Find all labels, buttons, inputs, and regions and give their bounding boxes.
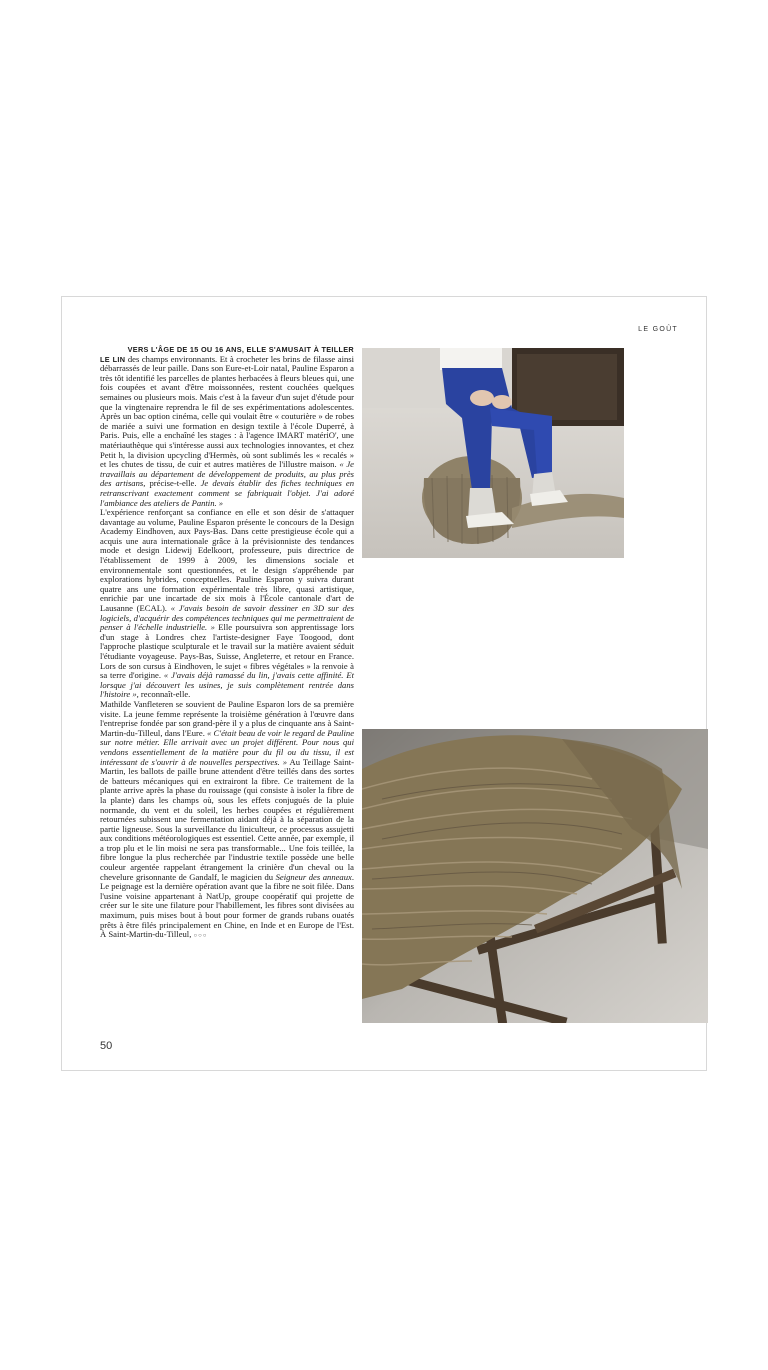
text-run: L'expérience renforçant sa confiance en elle et son désir de s'attaquer davantage au volume, Pauline Esparon présente le concours de la Design Academy Eindhoven, aux Pays-Bas. Dans cette prestigieuse école qui a acquis une aura internationale grâce à la prévisionniste des tendances mode et design Lidewij Edelkoort, professeure, puis directrice de l'établissement de 1999 à 2009, les dimensions sociale et environnementale sont questionnées, et le design s'appréhende par explorations hybrides, conceptuelles. Pauline Esparon y suivra durant quatre ans une formation expérimentale très libre, quasi artistique, enrichie par une incartade de six mois à l'École cantonale d'art de Lausanne (ECAL). (100, 507, 354, 614)
continue-mark: ○○○ (193, 933, 208, 940)
quote: « J'avais déjà ramassé du lin, j'avais cette affinité. Et lorsque j'ai découvert les usines, je suis complètement rentrée dans l'histoire », (100, 670, 354, 700)
paragraph-2 (100, 508, 354, 700)
paragraph-3 (100, 700, 354, 942)
text-run: Elle poursuivra son apprentissage lors d'un stage à Londres chez l'artiste-designer Faye Toogood, dont l'approche plastique sculpturale et le travail sur la matière avaient séduit l'étudiante voyageuse. Pays-Bas, Suisse, Angleterre, et retour en France. Lors de son cursus à Eindhoven, le sujet « fibres végétales » la renvoie à sa terre d'origine. (100, 622, 354, 681)
text-run: . Le peignage est la dernière opération avant que la fibre ne soit filée. Dans l'usine voisine appartenant à NatUp, groupe coopératif qui projette de créer sur le site une filature pour l'habillement, les fibres sont divisées au maximum, puis mises bout à bout pour former de grands rubans ouatés prêts à être filés principalement en Chine, en Inde et en Europe de l'Est. À Saint-Martin-du-Tilleul, (100, 871, 354, 940)
text-run: précise-t-elle. (145, 478, 201, 489)
section-label: LE GOÛT (638, 326, 678, 333)
text-run: Au Teillage Saint-Martin, les ballots de paille brune attendent d'être teillés dans des sortes de batteurs mécaniques qui en extrairont la fibre. Ce traitement de la plante arrive après la phase du rouissage (qui consiste à isoler la fibre de la plante) dans les champs où, sous les effets conjugués de la pluie normande, du vent et du soleil, les herbes coupées et régulièrement retournées subissent une fermentation aidant déjà à la séparation de la partie ligneuse. Sous la surveillance du liniculteur, ce processus assujetti aux conditions météorologiques est essentiel. Cette année, par exemple, il a trop plu et le lin moisi ne sera pas transformable... Une fois teillée, la fibre longue la plus recherchée par l'industrie textile possède une belle couleur argentée rappelant étrangement la crinière d'un cheval ou la chevelure grisonnante de Gandalf, le magicien du (100, 756, 354, 882)
article-body (100, 345, 354, 942)
quote: « C'était beau de voir le regard de Pauline sur notre métier. Elle arrivait avec un projet différent. Pour nous qui vendons essentiellement de la matière pour du fil ou du tissu, il est intéressant de s'ouvrir à de nouvelles perspectives. » (100, 727, 355, 767)
book-title: Seigneur des anneaux (275, 871, 352, 882)
page-number: 50 (100, 1040, 113, 1052)
magazine-page (61, 296, 707, 1071)
text-run: Mathilde Vanfleteren se souvient de Pauline Esparon lors de sa première visite. La jeune femme représente la troisième génération à l'œuvre dans l'entreprise fondée par son grand-père il y a plus de cinquante ans à Saint-Martin-du-Tilleul, dans l'Eure. (100, 698, 354, 738)
lead-in: VERS L'ÂGE DE 15 OU 16 ANS, ELLE S'AMUSAIT À TEILLER (127, 345, 354, 354)
text-run: reconnaît-elle. (138, 689, 191, 700)
paragraph-1 (100, 345, 354, 508)
quote: « J'avais besoin de savoir dessiner en 3D sur des logiciels, d'acquérir des compétences techniques qui me permettraient de penser à l'échelle industrielle. » (100, 603, 354, 633)
lead-in-continued: LE LIN (100, 354, 126, 364)
photo-flax-chair-illustration (362, 729, 708, 1023)
photo-flax-chair (362, 729, 708, 1023)
quote: Je devais établir des fiches techniques en retranscrivant exactement comment se fabriquait l'objet. J'ai adoré l'ambiance des ateliers de Pantin. » (100, 478, 355, 508)
quote: « Je travaillais au département de développement de produits, au plus près des artisans, (100, 459, 354, 489)
photo-seated-designer (362, 348, 624, 558)
text-run: des champs environnants. Et à crocheter les brins de filasse ainsi débarrassés de leur paille. Dans son Eure-et-Loir natal, Pauline Esparon a très tôt identifié les parcelles de plantes herbacées à fleurs bleues qui, une fois coupées et avant d'être moissonnées, restent couchées quelques semaines ou plusieurs mois. Mais c'est à la faveur d'un sujet d'étude pour que la vingtenaire reprendra le fil de ses expérimentations adolescentes. Après un bac option cinéma, celle qui voulait être « couturière » de robes de mariée a suivi une formation en design textile à l'école Duperré, à Paris. Puis, elle a enchaîné les stages : à l'agence IMART matériO', une matériauthèque qui s'intéresse aussi aux technologies innovantes, et chez Petit h, la division upcycling d'Hermès, où sont sublimés les « recalés » et les chutes de tissu, de cuir et autres matières de l'illustre maison. (100, 353, 355, 470)
photo-seated-designer-illustration (362, 348, 624, 558)
